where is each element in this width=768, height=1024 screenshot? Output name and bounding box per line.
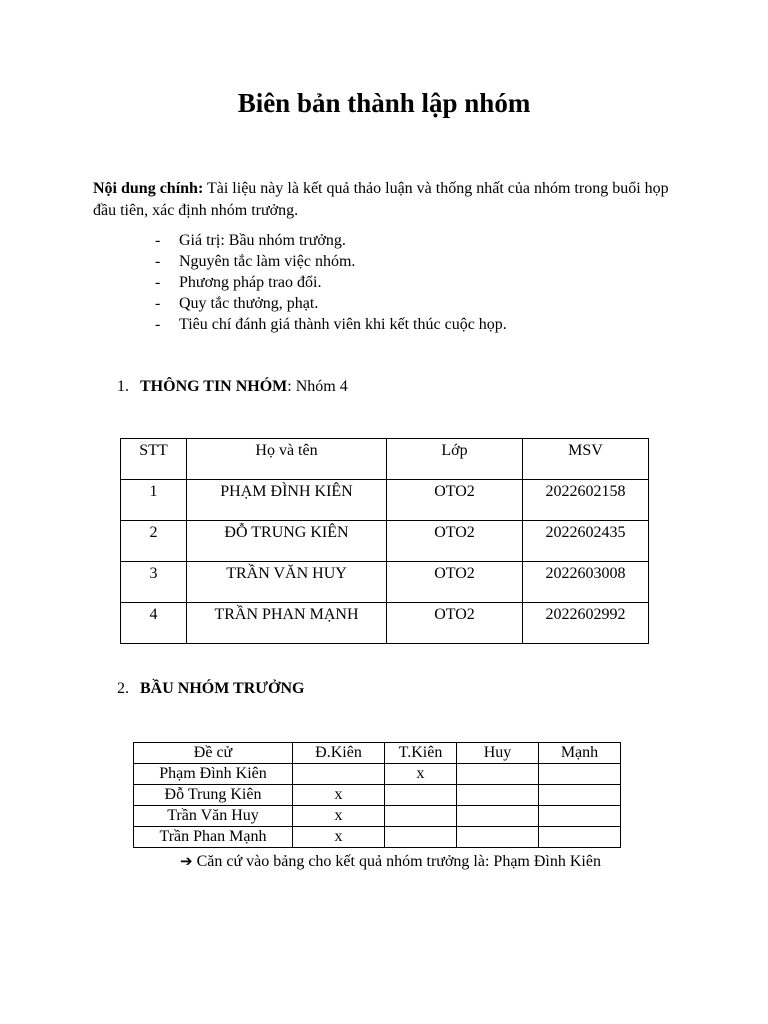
table-row: Đỗ Trung Kiên x [134,785,621,806]
list-item: - Nguyên tắc làm việc nhóm. [155,253,356,270]
intro-label: Nội dung chính: [93,180,204,197]
group-info-table [120,438,649,644]
table-header-row: STT Họ và tên Lớp MSV [121,439,649,480]
table-row: Phạm Đình Kiên x [134,764,621,785]
leader-vote-table [133,742,621,848]
section-heading-leader-vote: 2. BẦU NHÓM TRƯỞNG [117,680,305,697]
table-header-row: Đề cử Đ.Kiên T.Kiên Huy Mạnh [134,743,621,764]
bullet-list [155,230,507,335]
conclusion-text: Căn cứ vào bảng cho kết quả nhóm trưởng là: Phạm Đình Kiên [196,853,601,870]
conclusion-line [180,852,601,871]
section-heading-group-info: 1. THÔNG TIN NHÓM: Nhóm 4 [117,378,348,395]
list-item: - Phương pháp trao đổi. [155,274,322,291]
table-row: Trần Văn Huy x [134,806,621,827]
list-item: - Quy tắc thưởng, phạt. [155,295,319,312]
document-title: Biên bản thành lập nhóm [237,88,531,118]
table-row: Trần Phan Mạnh x [134,827,621,848]
list-item: - Tiêu chí đánh giá thành viên khi kết thúc cuộc họp. [155,316,507,333]
table-row: 3 TRẦN VĂN HUY OTO2 2022603008 [121,562,649,603]
right-arrow-icon: ➔ [180,852,193,870]
table-row: 1 PHẠM ĐÌNH KIÊN OTO2 2022602158 [121,480,649,521]
table-row: 2 ĐỖ TRUNG KIÊN OTO2 2022602435 [121,521,649,562]
intro-text: Tài liệu này là kết quả thảo luận và thống nhất của nhóm trong buổi họp đầu tiên, xác định nhóm trưởng. [93,180,669,219]
intro-paragraph [93,178,693,222]
list-item: - Giá trị: Bầu nhóm trưởng. [155,232,346,249]
table-row: 4 TRẦN PHAN MẠNH OTO2 2022602992 [121,603,649,644]
